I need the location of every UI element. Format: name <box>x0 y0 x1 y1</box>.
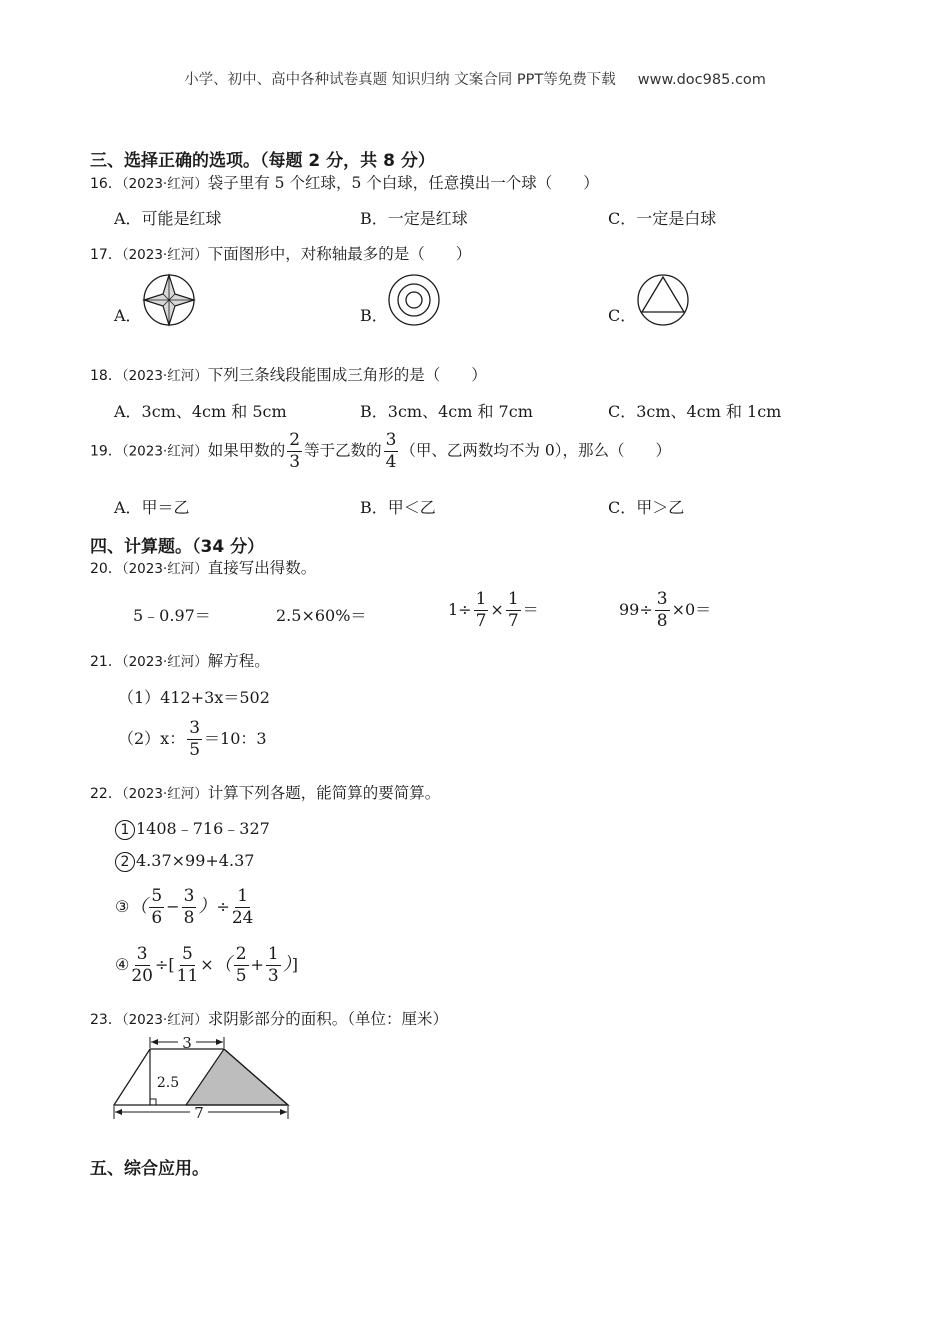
fraction: $\frac{3}{5}$ <box>189 718 201 760</box>
concentric-circles-figure <box>387 273 441 327</box>
section-3-title: 三、选择正确的选项。（每题 2 分，共 8 分） <box>90 151 435 171</box>
fraction: $\frac{1}{7}$ <box>507 589 519 631</box>
question-17 <box>90 242 471 264</box>
item-marker: 1 <box>115 820 135 840</box>
fraction: $\frac{3}{4}$ <box>385 430 397 472</box>
q19-option-b[interactable]: B．甲＜乙 <box>360 498 436 517</box>
question-source: （2023·红河） <box>121 176 208 192</box>
fraction: $\frac{3}{8}$ <box>183 886 195 928</box>
q20-expression-2: 2.5×60%＝ <box>276 606 367 625</box>
q22-item-2: 2 4.37×99+4.37 <box>115 851 254 872</box>
question-number: 17． <box>90 247 122 263</box>
fraction: $\frac{5}{11}$ <box>176 944 199 986</box>
fraction: $\frac{2}{5}$ <box>235 944 247 986</box>
shaded-triangle <box>186 1049 288 1105</box>
item-marker: 2 <box>115 852 135 872</box>
q19-option-c[interactable]: C．甲＞乙 <box>608 498 685 517</box>
q20-expression-4: 99÷ $\frac{3}{8}$ ×0＝ <box>619 589 712 631</box>
four-petal-star-figure <box>142 273 196 327</box>
question-stem: 求阴影部分的面积。（单位：厘米） <box>207 1010 448 1028</box>
question-20 <box>90 556 316 578</box>
q20-expression-1: 5﹣0.97＝ <box>133 606 211 625</box>
fraction: $\frac{5}{6}$ <box>151 886 163 928</box>
fraction: $\frac{3}{20}$ <box>131 944 153 986</box>
fraction: $\frac{1}{3}$ <box>267 944 279 986</box>
page-header <box>0 68 950 89</box>
question-number: 21． <box>90 654 122 670</box>
question-source: （2023·红河） <box>121 247 208 263</box>
question-19 <box>90 432 671 471</box>
section-5-title: 五、综合应用。 <box>90 1159 209 1179</box>
question-22 <box>90 781 440 803</box>
q16-option-c[interactable]: C．一定是白球 <box>608 209 717 228</box>
question-stem: 袋子里有 5 个红球，5 个白球，任意摸出一个球（ ） <box>207 174 599 192</box>
top-length-label: 3 <box>182 1035 192 1052</box>
q18-option-b[interactable]: B．3cm、4cm 和 7cm <box>360 402 533 421</box>
item-marker: ③ <box>115 897 130 916</box>
question-source: （2023·红河） <box>121 368 208 384</box>
fraction: $\frac{1}{7}$ <box>475 589 487 631</box>
question-number: 22． <box>90 786 122 802</box>
question-18 <box>90 363 487 385</box>
q21-equation-1: （1）412+3x＝502 <box>118 688 270 707</box>
question-stem-part: 等于乙数的 <box>304 441 382 460</box>
question-stem: 直接写出得数。 <box>207 559 317 577</box>
q22-item-1: 1 1408﹣716﹣327 <box>115 816 270 840</box>
header-url[interactable]: www.doc985.com <box>637 72 766 88</box>
question-stem-part: 如果甲数的 <box>207 441 286 460</box>
fraction: $\frac{3}{8}$ <box>656 589 668 631</box>
fraction: $\frac{2}{3}$ <box>289 430 301 472</box>
question-number: 16． <box>90 176 122 192</box>
question-stem-part: （甲、乙两数均不为 0），那么（ ） <box>400 441 671 460</box>
question-16 <box>90 171 599 193</box>
question-number: 23． <box>90 1012 122 1028</box>
fraction: $\frac{1}{24}$ <box>231 886 254 928</box>
q18-option-c[interactable]: C．3cm、4cm 和 1cm <box>608 402 782 421</box>
q17-option-c[interactable]: C． <box>608 306 637 325</box>
section-4-title: 四、计算题。（34 分） <box>90 537 265 557</box>
question-source: （2023·红河） <box>121 443 208 460</box>
question-stem: 计算下列各题，能简算的要简算。 <box>207 784 441 802</box>
question-stem: 下面图形中，对称轴最多的是（ ） <box>207 245 472 263</box>
header-text: 小学、初中、高中各种试卷真题 知识归纳 文案合同 PPT等免费下载 <box>184 72 616 88</box>
question-source: （2023·红河） <box>121 654 208 670</box>
right-angle-mark <box>150 1099 156 1105</box>
question-number: 18． <box>90 368 122 384</box>
circle-triangle-figure <box>636 273 690 327</box>
question-number: 19． <box>90 443 122 460</box>
question-23 <box>90 1007 448 1029</box>
bottom-length-label: 7 <box>194 1104 204 1122</box>
q22-item-4: ④ $\frac{3}{20}$ ÷[ $\frac{5}{11}$ ×（ $\frac{2}{5}$ + $\frac{1}{3}$ ）] <box>115 944 298 986</box>
question-source: （2023·红河） <box>121 786 208 802</box>
q18-option-a[interactable]: A．3cm、4cm 和 5cm <box>114 402 287 421</box>
q17-option-a[interactable]: A． <box>114 306 142 325</box>
question-source: （2023·红河） <box>121 1012 208 1028</box>
question-stem: 解方程。 <box>207 652 270 670</box>
question-21 <box>90 649 270 671</box>
q22-item-3: ③（ $\frac{5}{6}$ − $\frac{3}{8}$ ）÷ $\frac{1}{24}$ <box>115 886 254 928</box>
q21-equation-2: （2）x： $\frac{3}{5}$ ＝10：3 <box>118 718 267 760</box>
q19-option-a[interactable]: A．甲＝乙 <box>114 498 190 517</box>
q20-expression-3: 1÷ $\frac{1}{7}$ × $\frac{1}{7}$ ＝ <box>448 589 539 631</box>
q16-option-a[interactable]: A．可能是红球 <box>114 209 222 228</box>
question-number: 20． <box>90 561 122 577</box>
q16-option-b[interactable]: B．一定是红球 <box>360 209 468 228</box>
q17-option-b[interactable]: B． <box>360 306 388 325</box>
question-stem: 下列三条线段能围成三角形的是（ ） <box>207 366 487 384</box>
item-marker: ④ <box>115 955 130 974</box>
question-source: （2023·红河） <box>121 561 208 577</box>
trapezoid-figure <box>108 1035 294 1125</box>
height-label: 2.5 <box>156 1075 180 1091</box>
